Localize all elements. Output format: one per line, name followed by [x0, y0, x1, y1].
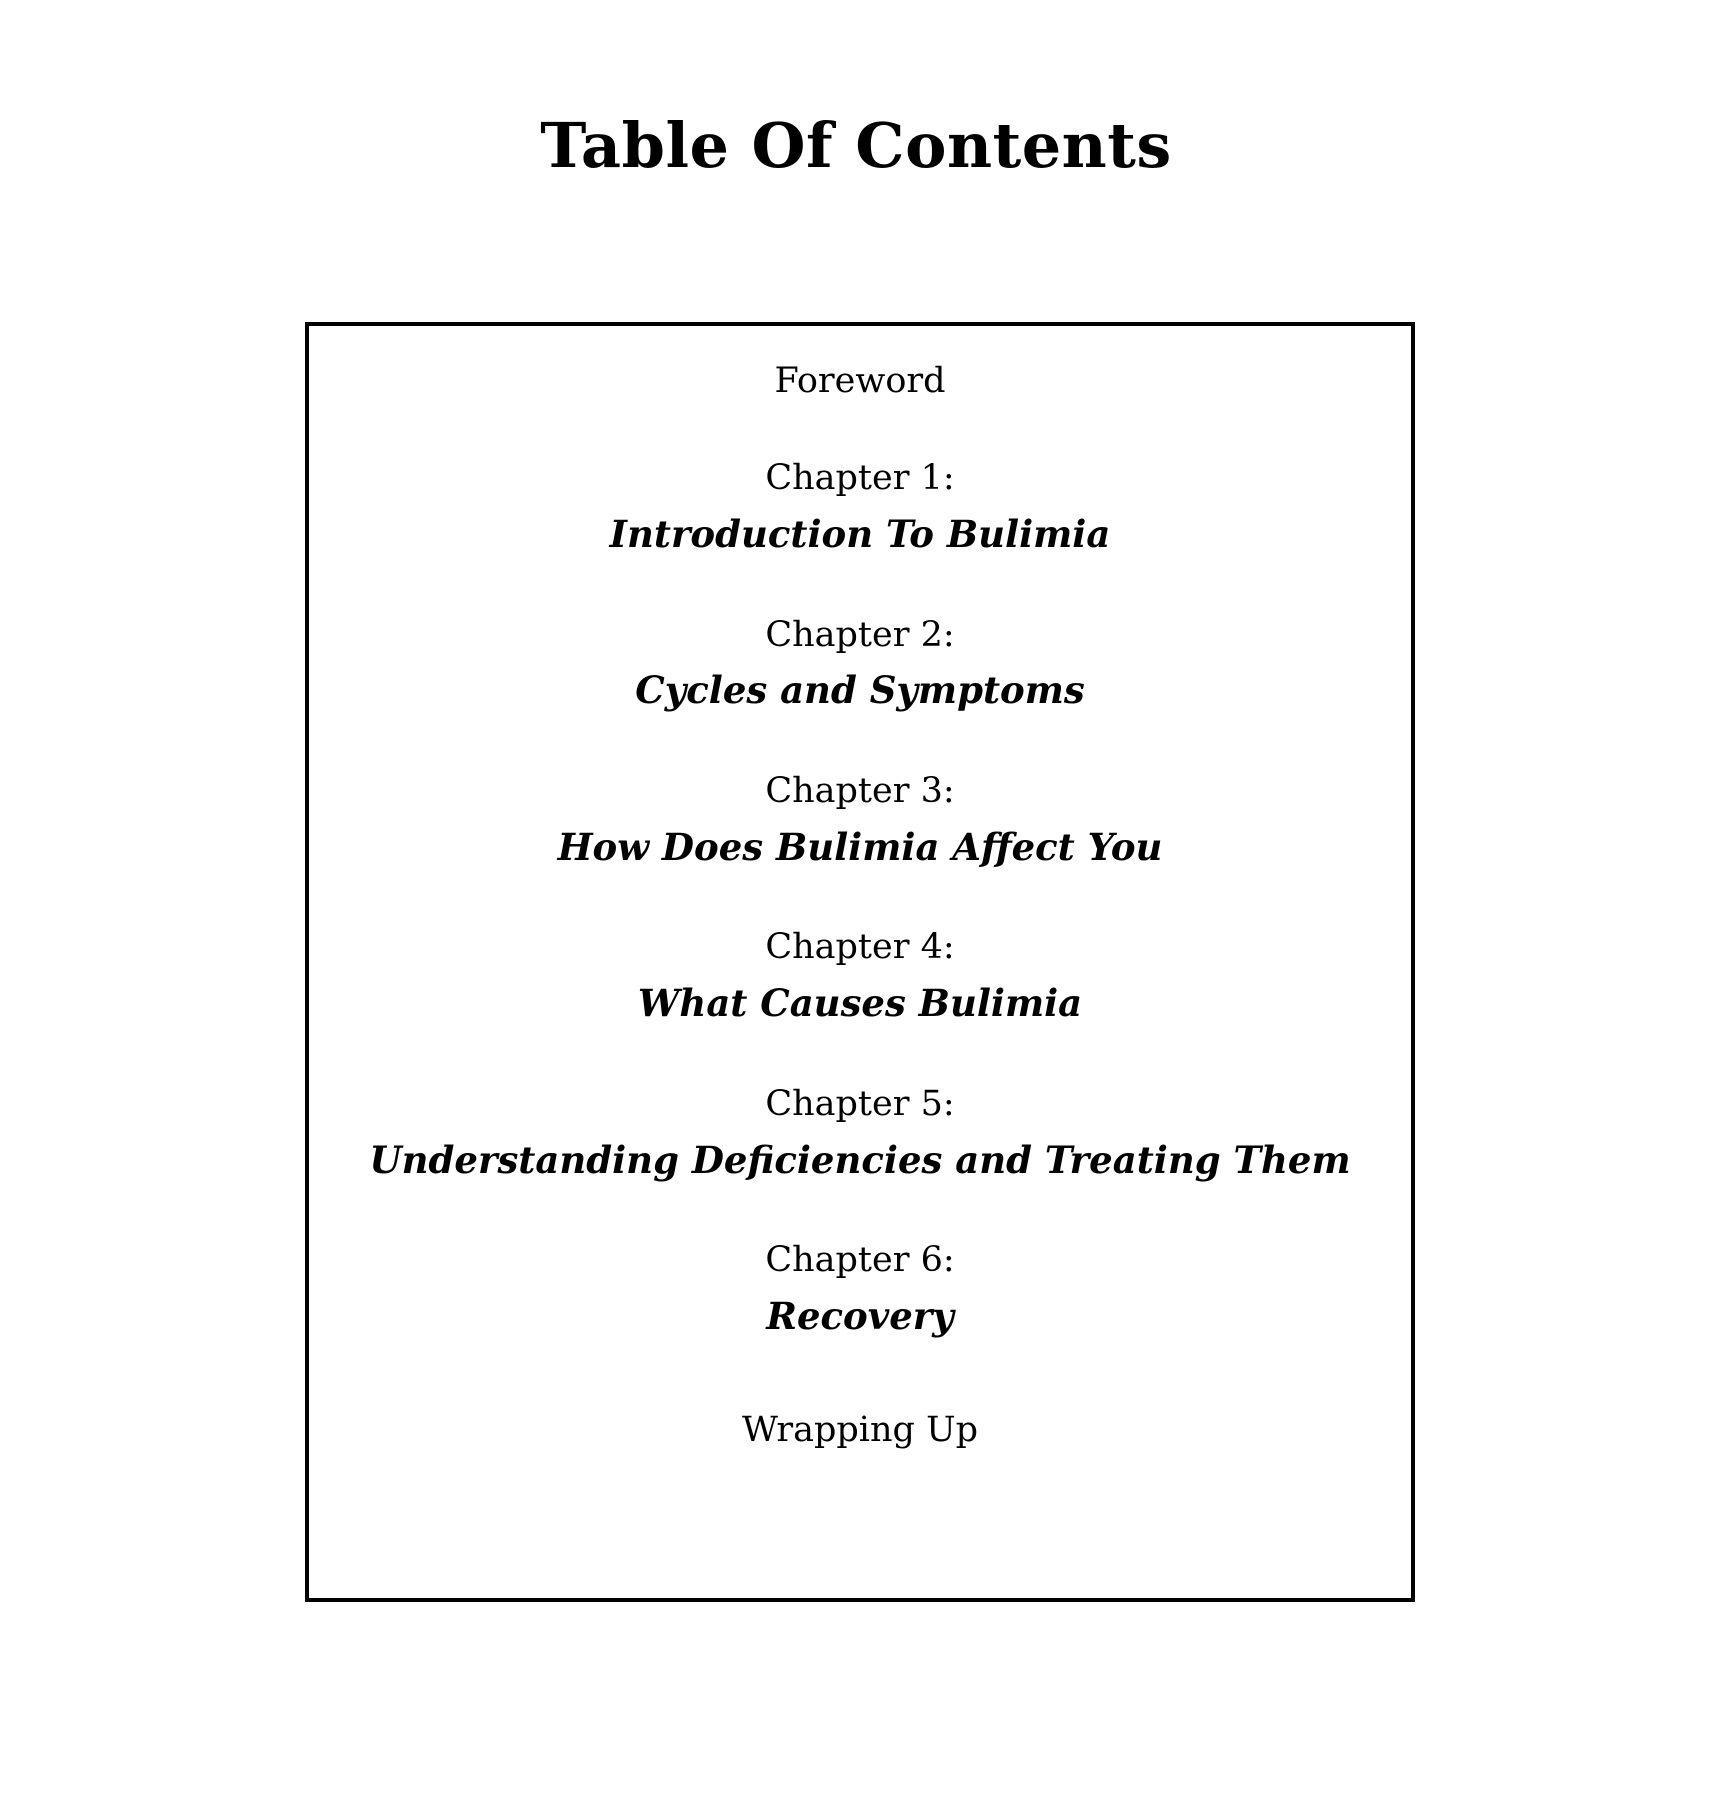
- chapter-label: Chapter 2:: [765, 614, 955, 655]
- chapter-title: Understanding Deficiencies and Treating Them: [369, 1137, 1351, 1182]
- chapter-label: Chapter 6:: [765, 1240, 955, 1281]
- chapter-title: Introduction To Bulimia: [609, 512, 1111, 556]
- toc-entry-chapter-1: [309, 453, 1411, 561]
- chapter-label: Chapter 1:: [765, 458, 955, 499]
- chapter-title: What Causes Bulimia: [637, 981, 1083, 1026]
- toc-entry-chapter-5: [309, 1079, 1411, 1187]
- chapter-title: Recovery: [766, 1293, 954, 1338]
- toc-entry-chapter-6: [309, 1235, 1411, 1343]
- chapter-title: How Does Bulimia Affect You: [557, 824, 1163, 869]
- box-top-spacer: [309, 350, 1411, 358]
- table-of-contents-box: [305, 322, 1415, 1602]
- toc-entry-chapter-4: [309, 922, 1411, 1030]
- chapter-title: Cycles and Symptoms: [635, 668, 1085, 713]
- chapter-label: Chapter 3:: [765, 771, 955, 812]
- toc-entry-wrapping-up: Wrapping Up: [742, 1409, 978, 1450]
- chapter-label: Chapter 4:: [765, 927, 955, 968]
- toc-entry-foreword: Foreword: [774, 361, 946, 401]
- toc-entry-chapter-3: [309, 766, 1411, 874]
- page-title: Table Of Contents: [540, 109, 1172, 182]
- chapter-label: Chapter 5:: [765, 1083, 955, 1124]
- toc-entry-chapter-2: [309, 610, 1411, 718]
